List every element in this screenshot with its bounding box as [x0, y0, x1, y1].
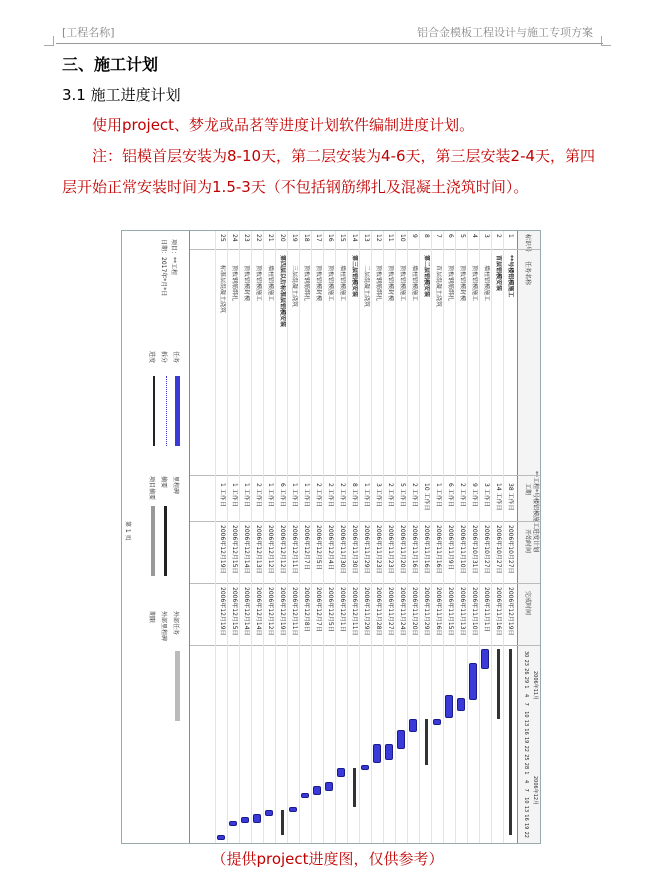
gantt-summary-bar: [353, 768, 356, 807]
gantt-summary-bar: [509, 649, 512, 835]
task-start: 2006年11月10日: [459, 525, 466, 574]
task-start: 2006年12月7日: [303, 525, 310, 570]
timescale-month: 2006年11月: [532, 671, 538, 701]
timescale-day: 4: [523, 694, 529, 698]
task-end: 2006年11月16日: [435, 587, 442, 636]
table-row: [383, 231, 396, 843]
gantt-task-bar: [337, 768, 345, 777]
task-duration: 2 工作日: [339, 483, 346, 507]
column-header-id: 标识号: [524, 234, 531, 253]
table-row: [323, 231, 336, 843]
timescale-day: 10: [523, 711, 529, 718]
legend-task-swatch: [175, 376, 180, 446]
gantt-task-bar: [409, 719, 417, 732]
legend-project-summary-swatch: [151, 506, 155, 576]
task-duration: 9 工作日: [471, 483, 478, 507]
task-end: 2006年11月13日: [459, 587, 466, 636]
task-id: 20: [279, 234, 286, 242]
task-start: 2006年11月23日: [375, 525, 382, 574]
task-end: 2006年11月15日: [447, 587, 454, 636]
task-duration: 1 工作日: [291, 483, 298, 507]
task-end: 2006年12月5日: [327, 587, 334, 632]
task-start: 2006年12月11日: [291, 525, 298, 574]
task-end: 2006年12月7日: [315, 587, 322, 632]
task-end: 2006年12月1日: [339, 587, 346, 632]
task-duration: 2 工作日: [459, 483, 466, 507]
task-end: 2006年12月8日: [303, 587, 310, 632]
task-start: 2006年11月29日: [363, 525, 370, 574]
task-id: 11: [387, 234, 394, 242]
task-start: 2006年12月5日: [315, 525, 322, 570]
task-start: 2006年12月12日: [279, 525, 286, 574]
timescale-day: 1: [523, 771, 529, 775]
task-name: 顶板铝模封模: [387, 265, 394, 302]
task-duration: 3 工作日: [375, 483, 382, 507]
task-duration: 14 工作日: [495, 483, 502, 511]
gantt-title: **工程*号楼铝模施工进度计划: [532, 471, 539, 553]
timescale-day: 19: [523, 823, 529, 830]
task-end: 2006年12月19日: [507, 587, 514, 636]
table-row: [467, 231, 480, 843]
table-row: [503, 231, 516, 843]
table-row: [407, 231, 420, 843]
task-name: 顶板铝模施工: [399, 265, 406, 302]
task-name: 首层铝模安装: [495, 255, 502, 292]
task-id: 25: [219, 234, 226, 242]
task-end: 2006年12月14日: [255, 587, 262, 636]
header-project-name: [工程名称]: [62, 26, 115, 39]
timescale-day: 26: [523, 668, 529, 675]
table-row: [227, 231, 240, 843]
legend-date: 日期：2017年*月*日: [160, 239, 167, 297]
gantt-task-bar: [457, 698, 465, 711]
table-row: [491, 231, 504, 843]
page-corner-mark-right: [601, 36, 611, 46]
table-row: [287, 231, 300, 843]
task-end: 2006年11月28日: [375, 587, 382, 636]
section-title: 三、施工计划: [62, 55, 159, 74]
timescale-day: 30: [523, 651, 529, 658]
task-end: 2006年11月16日: [495, 587, 502, 636]
gantt-task-bar: [373, 744, 381, 764]
task-start: 2006年12月12日: [267, 525, 274, 574]
task-name: 墙柱铝模施工: [267, 265, 274, 302]
gantt-task-bar: [229, 821, 237, 827]
table-row: [275, 231, 288, 843]
task-duration: 2 工作日: [255, 483, 262, 507]
table-row: [359, 231, 372, 843]
gantt-task-bar: [361, 765, 369, 771]
task-end: 2006年12月14日: [243, 587, 250, 636]
table-row: [263, 231, 276, 843]
legend-external-swatch: [175, 651, 180, 721]
task-start: 2006年12月13日: [255, 525, 262, 574]
legend-item: 外部里程碑: [160, 611, 167, 642]
task-name: 二层混凝土浇筑: [363, 265, 370, 308]
figure-caption: （提供project进度图，仅供参考）: [211, 850, 444, 868]
task-name: 墙柱铝模施工: [483, 265, 490, 302]
task-end: 2006年11月24日: [399, 587, 406, 636]
task-duration: 10 工作日: [423, 483, 430, 511]
task-name: 顶板钢筋绑扎: [303, 265, 310, 302]
page-corner-mark-left: [44, 36, 54, 46]
gantt-task-bar: [433, 719, 441, 725]
task-end: 2006年12月11日: [291, 587, 298, 636]
task-id: 10: [399, 234, 406, 242]
legend-progress-swatch: [153, 376, 155, 446]
task-duration: 1 工作日: [435, 483, 442, 507]
gantt-task-bar: [481, 649, 489, 669]
task-name: 第四层以后标准层铝模安装: [279, 255, 286, 328]
task-duration: 2 工作日: [327, 483, 334, 507]
gantt-header: [517, 231, 540, 843]
task-start: 2006年10月31日: [471, 525, 478, 574]
task-id: 19: [291, 234, 298, 242]
task-id: 12: [375, 234, 382, 242]
task-id: 24: [231, 234, 238, 242]
task-name: 顶板铝模施工: [471, 265, 478, 302]
task-duration: 1 工作日: [267, 483, 274, 507]
task-start: 2006年12月15日: [231, 525, 238, 574]
task-duration: 1 工作日: [231, 483, 238, 507]
task-duration: 5 工作日: [399, 483, 406, 507]
task-name: 墙柱铝模施工: [411, 265, 418, 302]
task-duration: 1 工作日: [243, 483, 250, 507]
task-id: 18: [303, 234, 310, 242]
table-row: [455, 231, 468, 843]
task-name: 首层混凝土浇筑: [435, 265, 442, 308]
table-row: [239, 231, 252, 843]
table-row: [479, 231, 492, 843]
legend-split-swatch: [166, 376, 167, 446]
task-end: 2006年12月19日: [279, 587, 286, 636]
task-id: 9: [411, 234, 418, 238]
task-start: 2006年11月16日: [411, 525, 418, 574]
task-start: 2006年10月27日: [507, 525, 514, 574]
timescale-day: 13: [523, 719, 529, 727]
task-start: 2006年11月16日: [435, 525, 442, 574]
task-start: 2006年11月16日: [423, 525, 430, 574]
task-start: 2006年12月14日: [243, 525, 250, 574]
task-duration: 3 工作日: [483, 483, 490, 507]
task-id: 5: [459, 234, 466, 238]
gantt-chart: [122, 231, 540, 843]
legend-item: 进度: [148, 351, 155, 364]
gantt-task-bar: [397, 730, 405, 750]
task-end: 2006年11月20日: [411, 587, 418, 636]
gantt-task-bar: [301, 793, 309, 799]
gantt-task-bar: [253, 814, 261, 823]
legend-summary-swatch: [164, 506, 167, 576]
gantt-summary-bar: [425, 719, 428, 765]
task-name: 第三层铝模安装: [351, 255, 358, 298]
legend-item: 任务: [172, 351, 179, 364]
task-duration: 2 工作日: [411, 483, 418, 507]
paragraph-note: 注：铝模首层安装为8-10天，第二层安装为4-6天，第三层安装2-4天，第四层开始正常安装时间为1.5-3天（不包括钢筋绑扎及混凝土浇筑时间）。: [62, 147, 596, 196]
task-name: 顶板钢筋绑扎: [447, 265, 454, 302]
timescale-day: 4: [523, 780, 529, 784]
legend-item: 摘要: [160, 476, 167, 489]
gantt-task-bar: [445, 695, 453, 718]
task-id: 7: [435, 234, 442, 238]
task-id: 17: [315, 234, 322, 242]
task-id: 8: [423, 234, 430, 238]
task-end: 2006年12月19日: [219, 587, 226, 636]
task-end: 2006年12月12日: [267, 587, 274, 636]
gantt-legend: [121, 231, 190, 843]
task-name: 三层混凝土浇筑: [291, 265, 298, 308]
table-row: [347, 231, 360, 843]
legend-item: 外部任务: [172, 611, 179, 636]
timescale-month: 2006年12月: [532, 776, 538, 806]
column-header-name: 任务名称: [524, 261, 531, 286]
task-start: 2006年11月20日: [399, 525, 406, 574]
table-row: [443, 231, 456, 843]
paragraph-software: 使用project、梦龙或品茗等进度计划软件编制进度计划。: [92, 116, 475, 134]
task-duration: 2 工作日: [387, 483, 394, 507]
task-duration: 2 工作日: [315, 483, 322, 507]
task-start: 2006年10月27日: [483, 525, 490, 574]
legend-page-number: 第 1 页: [124, 521, 131, 541]
table-row: [251, 231, 264, 843]
timescale-day: 16: [523, 814, 529, 821]
gantt-task-bar: [385, 744, 393, 760]
task-name: 顶板铝模封模: [459, 265, 466, 302]
table-row: [335, 231, 348, 843]
task-id: 14: [351, 234, 358, 242]
timescale-day: 7: [523, 702, 529, 706]
table-row: [371, 231, 384, 843]
task-id: 1: [507, 234, 514, 238]
timescale-day: 7: [523, 788, 529, 792]
task-end: 2006年11月29日: [423, 587, 430, 636]
task-end: 2006年11月1日: [483, 587, 490, 632]
task-start: 2006年12月19日: [219, 525, 226, 574]
task-name: 顶板铝模封模: [315, 265, 322, 302]
task-duration: 1 工作日: [363, 483, 370, 507]
task-name: 墙柱铝模施工: [339, 265, 346, 302]
gantt-summary-bar: [497, 649, 500, 719]
task-id: 6: [447, 234, 454, 238]
task-name: 标准层混凝土浇筑: [219, 265, 226, 314]
timescale-day: 29: [523, 676, 529, 684]
column-header-end: 完成时间: [524, 591, 531, 616]
column-header-duration: 工期: [524, 483, 531, 496]
table-row: [299, 231, 312, 843]
task-name: 顶板钢筋绑扎: [375, 265, 382, 302]
task-name: 顶板钢筋绑扎: [231, 265, 238, 302]
table-row: [419, 231, 432, 843]
task-id: 4: [471, 234, 478, 238]
gantt-task-bar: [313, 786, 321, 795]
legend-item: 项目摘要: [148, 476, 155, 501]
gantt-task-bar: [265, 810, 273, 816]
task-start: 2006年12月4日: [327, 525, 334, 570]
legend-item: 里程碑: [172, 476, 179, 495]
timescale-day: 16: [523, 728, 529, 735]
subsection-title: 3.1 施工进度计划: [62, 86, 181, 104]
timescale-day: 1: [523, 685, 529, 689]
task-end: 2006年11月10日: [471, 587, 478, 636]
gantt-chart-image: [121, 230, 541, 844]
timescale-day: 19: [523, 737, 529, 744]
timescale-day: 25: [523, 754, 529, 761]
task-end: 2006年12月15日: [231, 587, 238, 636]
header-divider: [56, 43, 603, 44]
task-name: 第二层铝模安装: [423, 255, 430, 298]
task-end: 2006年11月29日: [363, 587, 370, 636]
timescale-day: 22: [523, 745, 529, 752]
task-start: 2006年11月9日: [447, 525, 454, 570]
table-row: [311, 231, 324, 843]
table-row: [431, 231, 444, 843]
timescale-day: 28: [523, 762, 529, 770]
legend-item: 期限: [148, 611, 155, 624]
task-duration: 6 工作日: [447, 483, 454, 507]
timescale-day: 23: [523, 659, 529, 666]
gantt-task-bar: [469, 663, 477, 700]
legend-project: 项目：**工程: [170, 239, 177, 276]
task-id: 2: [495, 234, 502, 238]
task-end: 2006年11月27日: [387, 587, 394, 636]
task-duration: 6 工作日: [279, 483, 286, 507]
timescale-day: 22: [523, 831, 529, 838]
gantt-summary-bar: [281, 810, 284, 835]
gantt-task-bar: [217, 835, 225, 841]
legend-item: 拆分: [160, 351, 167, 364]
task-duration: 1 工作日: [303, 483, 310, 507]
table-row: [215, 231, 228, 843]
task-start: 2006年11月23日: [387, 525, 394, 574]
task-duration: 8 工作日: [351, 483, 358, 507]
task-id: 13: [363, 234, 370, 242]
table-row: [395, 231, 408, 843]
task-duration: 38 工作日: [507, 483, 514, 511]
task-name: 顶板铝模封模: [243, 265, 250, 302]
gantt-task-bar: [241, 817, 249, 823]
gantt-task-bar: [289, 807, 297, 813]
timescale-day: 10: [523, 797, 529, 804]
task-name: 顶板铝模施工: [327, 265, 334, 302]
task-id: 15: [339, 234, 346, 242]
task-id: 3: [483, 234, 490, 238]
column-header-start: 开始时间: [524, 529, 531, 554]
timescale-day: 13: [523, 805, 529, 813]
task-id: 22: [255, 234, 262, 242]
task-id: 21: [267, 234, 274, 242]
task-id: 16: [327, 234, 334, 242]
task-end: 2006年12月11日: [351, 587, 358, 636]
header-document-title: 铝合金模板工程设计与施工专项方案: [417, 26, 593, 39]
task-name: 顶板铝模施工: [255, 265, 262, 302]
gantt-task-bar: [325, 782, 333, 791]
task-duration: 1 工作日: [219, 483, 226, 507]
task-start: 2006年11月30日: [351, 525, 358, 574]
task-id: 23: [243, 234, 250, 242]
task-name: **号楼铝模施工: [507, 255, 514, 298]
task-start: 2006年10月27日: [495, 525, 502, 574]
task-start: 2006年11月30日: [339, 525, 346, 574]
